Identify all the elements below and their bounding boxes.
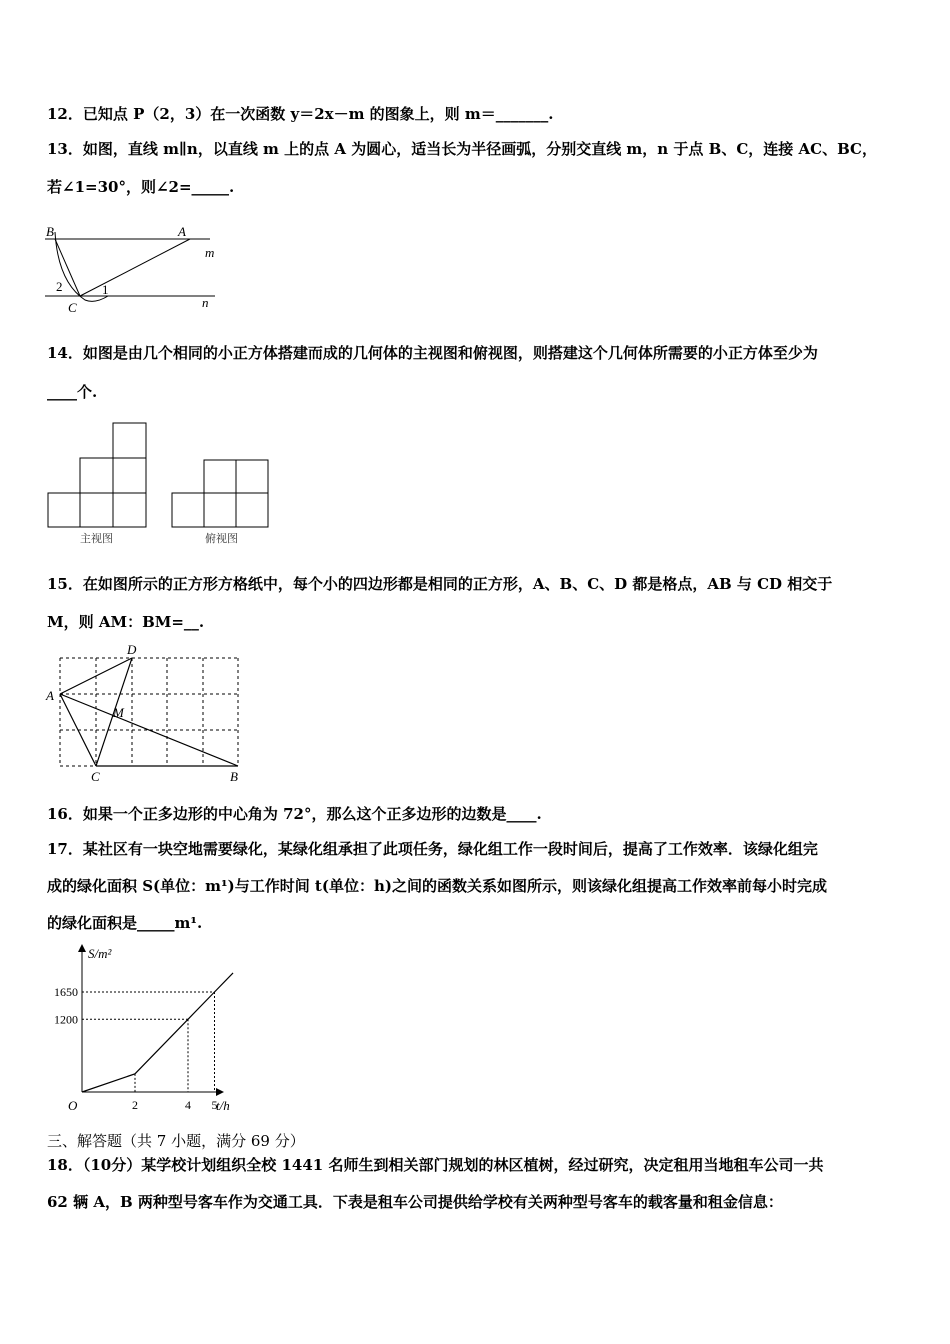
section-3-title: 三、解答题（共 7 小题，满分 69 分） bbox=[47, 1132, 305, 1150]
front-view-caption: 主视图 bbox=[80, 532, 113, 545]
question-13-line1: 13．如图，直线 m∥n，以直线 m 上的点 A 为圆心，适当长为半径画弧，分别交直线 m，n 于点 B、C，连接 AC、BC， bbox=[47, 140, 877, 158]
figure-cube-views bbox=[45, 420, 275, 550]
series-line bbox=[82, 973, 233, 1092]
angle-1-label: 1 bbox=[102, 282, 109, 297]
label-n: n bbox=[202, 295, 209, 310]
origin-label: O bbox=[68, 1098, 78, 1113]
segment-ac bbox=[80, 239, 190, 296]
label-c: C bbox=[91, 769, 100, 784]
question-15-line2: M，则 AM：BM=__. bbox=[47, 613, 205, 631]
y-axis-label: S/m² bbox=[88, 946, 112, 961]
label-b: B bbox=[46, 224, 54, 239]
top-view-caption: 俯视图 bbox=[205, 532, 238, 545]
arc bbox=[55, 232, 108, 301]
question-15-line1: 15．在如图所示的正方形方格纸中，每个小的四边形都是相同的正方形，A、B、C、D 都是格点，AB 与 CD 相交于 bbox=[47, 575, 833, 593]
figure-grid bbox=[40, 642, 250, 787]
label-m: m bbox=[205, 245, 215, 260]
label-a: A bbox=[178, 224, 186, 239]
x-tick-label-4: 4 bbox=[185, 1098, 191, 1112]
question-14-line1: 14．如图是由几个相同的小正方体搭建而成的几何体的主视图和俯视图，则搭建这个几何体所需要的小正方体至少为 bbox=[47, 344, 818, 362]
chart-area-vs-time bbox=[38, 940, 248, 1118]
label-b: B bbox=[230, 769, 238, 784]
y-tick-label-1650: 1650 bbox=[54, 985, 78, 1000]
question-14-line2: ____个. bbox=[47, 383, 98, 401]
label-d: D bbox=[127, 642, 137, 657]
question-17-line3: 的绿化面积是_____m¹. bbox=[47, 914, 203, 932]
front-view bbox=[48, 423, 146, 527]
grid-lines bbox=[60, 658, 238, 766]
top-view bbox=[172, 460, 268, 527]
x-tick-label-5: 5 bbox=[211, 1098, 218, 1112]
label-a: A bbox=[46, 688, 54, 703]
x-tick-label-2: 2 bbox=[132, 1098, 138, 1112]
question-13-line2: 若∠1=30°，则∠2=_____. bbox=[47, 178, 235, 196]
y-tick-label-1200: 1200 bbox=[54, 1012, 78, 1027]
question-18-line1: 18．（10分）某学校计划组织全校 1441 名师生到相关部门规划的林区植树，经过研究，决定租用当地租车公司一共 bbox=[47, 1156, 824, 1174]
question-17-line1: 17．某社区有一块空地需要绿化，某绿化组承担了此项任务，绿化组工作一段时间后，提高了工作效率．该绿化组完 bbox=[47, 840, 818, 858]
question-12: 12．已知点 P（2，3）在一次函数 y＝2x－m 的图象上，则 m＝_______. bbox=[47, 105, 554, 123]
x-axis-arrow bbox=[216, 1088, 224, 1096]
label-c: C bbox=[68, 300, 77, 315]
figure-segments bbox=[60, 658, 238, 766]
question-18-line2: 62 辆 A，B 两种型号客车作为交通工具．下表是租车公司提供给学校有关两种型号客车的载客量和租金信息： bbox=[47, 1193, 783, 1211]
figure-parallel-lines bbox=[40, 222, 230, 317]
x-axis-label: t/h bbox=[216, 1098, 230, 1113]
angle-2-label: 2 bbox=[56, 279, 63, 294]
question-17-line2: 成的绿化面积 S(单位：m¹)与工作时间 t(单位：h)之间的函数关系如图所示，则该绿化组提高工作效率前每小时完成 bbox=[47, 877, 827, 895]
y-axis-arrow bbox=[78, 944, 86, 952]
label-m: M bbox=[113, 705, 124, 720]
question-16: 16．如果一个正多边形的中心角为 72°，那么这个正多边形的边数是____. bbox=[47, 805, 542, 823]
